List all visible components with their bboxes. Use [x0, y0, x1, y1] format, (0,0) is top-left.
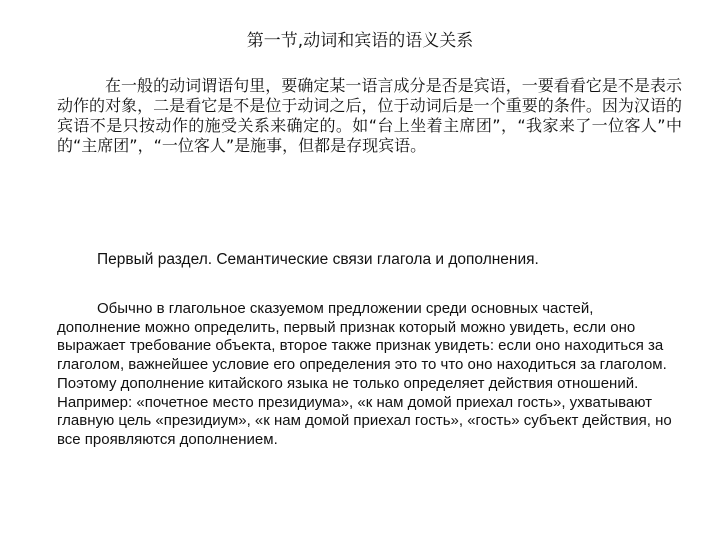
russian-section-title: Первый раздел. Семантические связи глагола и дополнения. — [97, 251, 539, 268]
russian-paragraph: Обычно в глагольное сказуемом предложении среди основных частей, дополнение можно определить, первый признак который можно увидеть, если оно выражает требование объекта, второе также признак увидеть: если оно находиться за глаголом, важнейшее условие его определения это то что оно находиться за глаголом. Поэтому дополнение китайского языка не только определяет действия отношений. Например: «почетное место президиума», «к нам домой приехал гость», ухватывают главную цель «президиум», «к нам домой приехал гость», «гость» субъект действия, но все проявляются дополнением. — [57, 300, 672, 448]
chinese-paragraph: 在一般的动词谓语句里，要确定某一语言成分是否是宾语，一要看看它是不是表示动作的对象，二是看它是不是位于动词之后，位于动词后是一个重要的条件。因为汉语的宾语不是只按动作的施受关系来确定的。如“台上坐着主席团”，“我家来了一位客人”中的“主席团”，“一位客人”是施事，但都是存现宾语。 — [57, 76, 682, 155]
chinese-section-title: 第一节,动词和宾语的语义关系 — [246, 31, 474, 51]
